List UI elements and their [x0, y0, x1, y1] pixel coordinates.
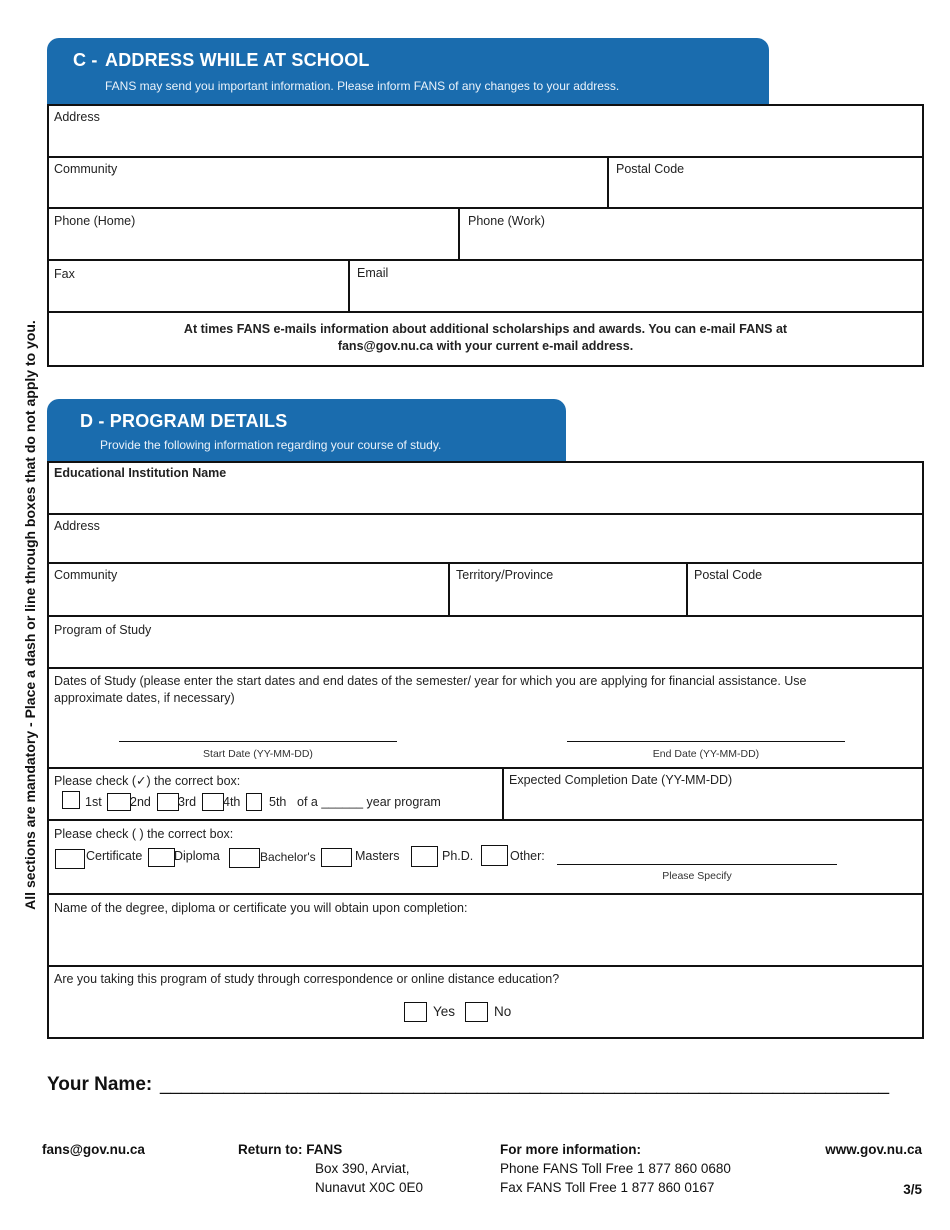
end-date-label: End Date (YY-MM-DD): [652, 748, 760, 760]
c-postal-code-label: Postal Code: [616, 162, 685, 176]
year-3rd-checkbox[interactable]: [157, 793, 179, 811]
d-territory-label: Territory/Province: [456, 568, 554, 582]
d-community-field[interactable]: [47, 562, 450, 617]
c-email-field[interactable]: [348, 259, 924, 313]
diploma-checkbox[interactable]: [148, 848, 175, 867]
d-dates-line2: approximate dates, if necessary): [54, 691, 235, 705]
c-address-field[interactable]: [47, 104, 924, 158]
d-territory-field[interactable]: [448, 562, 688, 617]
certificate-checkbox[interactable]: [55, 849, 85, 869]
c-notice-line2: fans@gov.nu.ca with your current e-mail address.: [337, 339, 634, 353]
footer-info-fax: Fax FANS Toll Free 1 877 860 0167: [500, 1180, 715, 1195]
footer-return-label: Return to: FANS: [238, 1142, 343, 1157]
section-d-title: D - PROGRAM DETAILS: [80, 411, 288, 431]
other-label: Other:: [510, 849, 545, 863]
d-community-label: Community: [54, 568, 118, 582]
footer-website[interactable]: www.gov.nu.ca: [825, 1142, 922, 1157]
footer-info-phone: Phone FANS Toll Free 1 877 860 0680: [500, 1161, 731, 1176]
your-name-input[interactable]: _____________________________________________________________________: [160, 1074, 890, 1095]
c-community-label: Community: [54, 162, 118, 176]
c-phone-work-field[interactable]: [458, 207, 924, 261]
d-program-label: Program of Study: [54, 623, 152, 637]
d-program-field[interactable]: [47, 615, 924, 669]
other-specify-input[interactable]: [557, 864, 837, 865]
year-2nd-label: 2nd: [130, 795, 151, 809]
phd-checkbox[interactable]: [411, 846, 438, 867]
d-distance-education: [47, 965, 924, 1039]
year-1st-label: 1st: [85, 795, 102, 809]
certificate-label: Certificate: [86, 849, 143, 863]
d-dates-line1: Dates of Study (please enter the start dates and end dates of the semester/ year for which you are applying for financial assistance. Use: [54, 674, 807, 688]
section-d-subtitle: Provide the following information regarding your course of study.: [100, 438, 442, 452]
footer-return-line1: Box 390, Arviat,: [315, 1161, 410, 1176]
c-phone-home-field[interactable]: [47, 207, 460, 261]
c-phone-home-label: Phone (Home): [54, 214, 136, 228]
d-institution-field[interactable]: [47, 461, 924, 515]
no-checkbox[interactable]: [465, 1002, 488, 1022]
no-label: No: [494, 1004, 512, 1019]
d-degree-name-field[interactable]: [47, 893, 924, 967]
d-degree-type: [47, 819, 924, 895]
footer-return-line2: Nunavut X0C 0E0: [315, 1180, 424, 1195]
c-fax-label: Fax: [54, 267, 75, 281]
c-notice-line1: At times FANS e-mails information about additional scholarships and awards. You can e-mail FANS at: [183, 322, 788, 336]
other-checkbox[interactable]: [481, 845, 508, 866]
d-completion-date-field[interactable]: [502, 767, 924, 821]
c-phone-work-label: Phone (Work): [468, 214, 545, 228]
c-fax-field[interactable]: [47, 259, 350, 313]
section-d-header: [47, 399, 566, 465]
footer-info-label: For more information:: [500, 1142, 641, 1157]
phd-label: Ph.D.: [442, 849, 474, 863]
year-3rd-label: 3rd: [178, 795, 197, 809]
d-postal-code-field[interactable]: [686, 562, 924, 617]
d-address-field[interactable]: [47, 513, 924, 564]
bachelors-checkbox[interactable]: [229, 848, 260, 868]
year-4th-label: 4th: [223, 795, 241, 809]
start-date-input[interactable]: [119, 741, 397, 742]
bachelors-label: Bachelor's: [260, 850, 316, 864]
degree-check-label: Please check ( ) the correct box:: [54, 827, 234, 841]
please-specify-label: Please Specify: [662, 870, 732, 882]
masters-checkbox[interactable]: [321, 848, 352, 867]
start-date-label: Start Date (YY-MM-DD): [203, 748, 313, 760]
d-degree-name-label: Name of the degree, diploma or certificate you will obtain upon completion:: [54, 901, 468, 915]
d-year-of-program: [47, 767, 504, 821]
year-check-label: Please check (✓) the correct box:: [54, 774, 241, 788]
year-2nd-checkbox[interactable]: [107, 793, 131, 811]
d-dates-of-study: [47, 667, 924, 769]
masters-label: Masters: [355, 849, 400, 863]
page-number: 3/5: [903, 1182, 922, 1197]
diploma-label: Diploma: [174, 849, 220, 863]
distance-question: Are you taking this program of study through correspondence or online distance education?: [54, 972, 560, 986]
c-email-notice: [47, 311, 924, 367]
yes-label: Yes: [433, 1004, 456, 1019]
year-1st-checkbox[interactable]: [62, 791, 80, 809]
d-address-label: Address: [54, 519, 100, 533]
footer-email[interactable]: fans@gov.nu.ca: [42, 1142, 145, 1157]
end-date-input[interactable]: [567, 741, 845, 742]
year-4th-checkbox[interactable]: [202, 793, 224, 811]
c-email-label: Email: [357, 266, 389, 280]
year-program-text[interactable]: of a ______ year program: [297, 795, 441, 809]
yes-checkbox[interactable]: [404, 1002, 427, 1022]
d-postal-code-label: Postal Code: [694, 568, 763, 582]
d-institution-label: Educational Institution Name: [54, 466, 227, 480]
your-name-label: Your Name:: [47, 1074, 153, 1095]
year-5th-checkbox[interactable]: [246, 793, 262, 811]
d-completion-date-label: Expected Completion Date (YY-MM-DD): [509, 773, 733, 787]
section-c-title: ADDRESS WHILE AT SCHOOL: [105, 50, 370, 70]
c-address-label: Address: [54, 110, 100, 124]
side-note: All sections are mandatory - Place a dash or line through boxes that do not apply to you.: [22, 320, 38, 910]
section-c-letter: C -: [73, 50, 98, 70]
c-postal-code-field[interactable]: [607, 156, 924, 209]
year-5th-label: 5th: [269, 795, 287, 809]
section-c-header: [47, 38, 769, 106]
section-c-subtitle: FANS may send you important information. Please inform FANS of any changes to your address.: [105, 79, 620, 93]
c-community-field[interactable]: [47, 156, 609, 209]
